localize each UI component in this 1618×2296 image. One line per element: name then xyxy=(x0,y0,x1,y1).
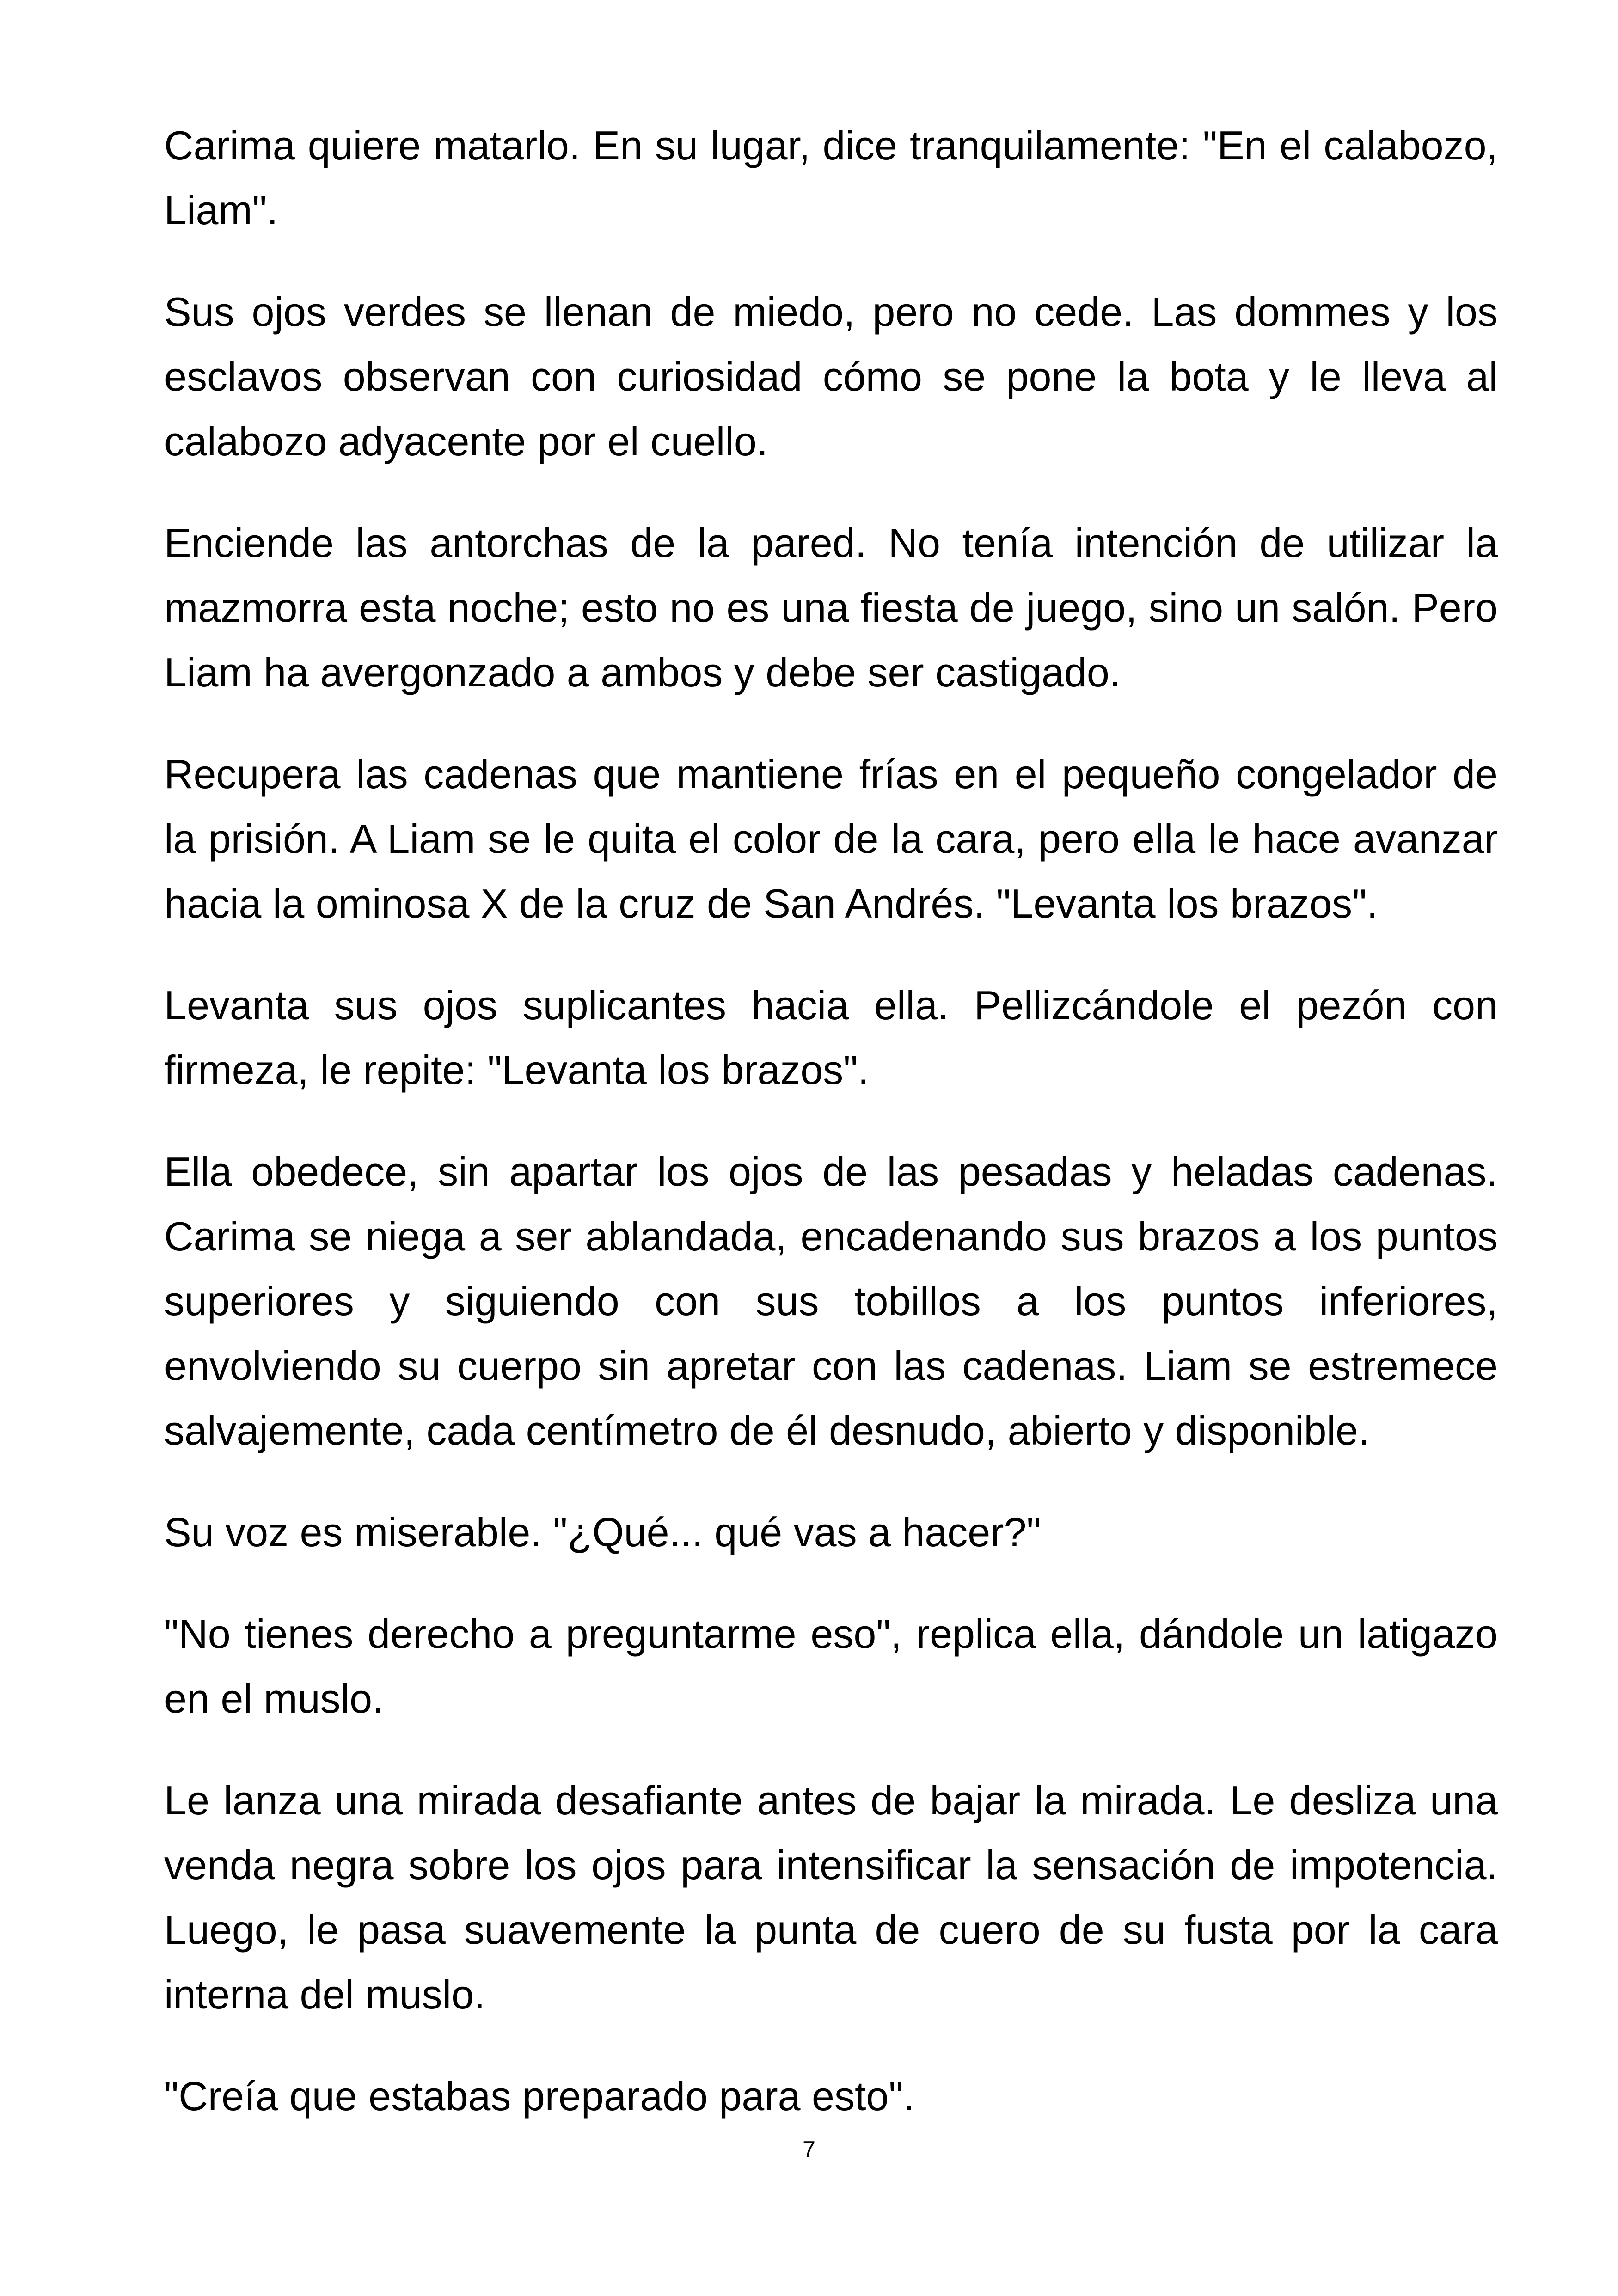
paragraph: Su voz es miserable. "¿Qué... qué vas a hacer?" xyxy=(164,1509,1041,1555)
paragraph: Levanta sus ojos suplicantes hacia ella. Pellizcándole el pezón con firmeza, le repite: "Levanta los brazos". xyxy=(164,982,1498,1093)
paragraph: Recupera las cadenas que mantiene frías en el pequeño congelador de la prisión. A Liam se le quita el color de la cara, pero ella le hace avanzar hacia la ominosa X de la cruz de San Andrés. "Levanta los brazos". xyxy=(164,751,1498,926)
paragraph: Sus ojos verdes se llenan de miedo, pero no cede. Las dommes y los esclavos observan con curiosidad cómo se pone la bota y le lleva al calabozo adyacente por el cuello. xyxy=(164,289,1498,464)
page-body xyxy=(164,113,1498,2166)
paragraph: Le lanza una mirada desafiante antes de bajar la mirada. Le desliza una venda negra sobre los ojos para intensificar la sensación de impotencia. Luego, le pasa suavemente la punta de cuero de su fusta por la cara interna del muslo. xyxy=(164,1777,1498,2017)
paragraph: Carima quiere matarlo. En su lugar, dice tranquilamente: "En el calabozo, Liam". xyxy=(164,122,1498,233)
paragraph: Enciende las antorchas de la pared. No tenía intención de utilizar la mazmorra esta noche; esto no es una fiesta de juego, sino un salón. Pero Liam ha avergonzado a ambos y debe ser castigado. xyxy=(164,520,1498,695)
paragraph: "No tienes derecho a preguntarme eso", replica ella, dándole un latigazo en el muslo. xyxy=(164,1611,1498,1721)
paragraph: Ella obedece, sin apartar los ojos de las pesadas y heladas cadenas. Carima se niega a ser ablandada, encadenando sus brazos a los puntos superiores y siguiendo con sus tobillos a los puntos inferiores, envolviendo su cuerpo sin apretar con las cadenas. Liam se estremece salvajemente, cada centímetro de él desnudo, abierto y disponible. xyxy=(164,1149,1498,1453)
paragraph: "Creía que estabas preparado para esto". xyxy=(164,2073,915,2119)
page-number: 7 xyxy=(803,2137,815,2162)
